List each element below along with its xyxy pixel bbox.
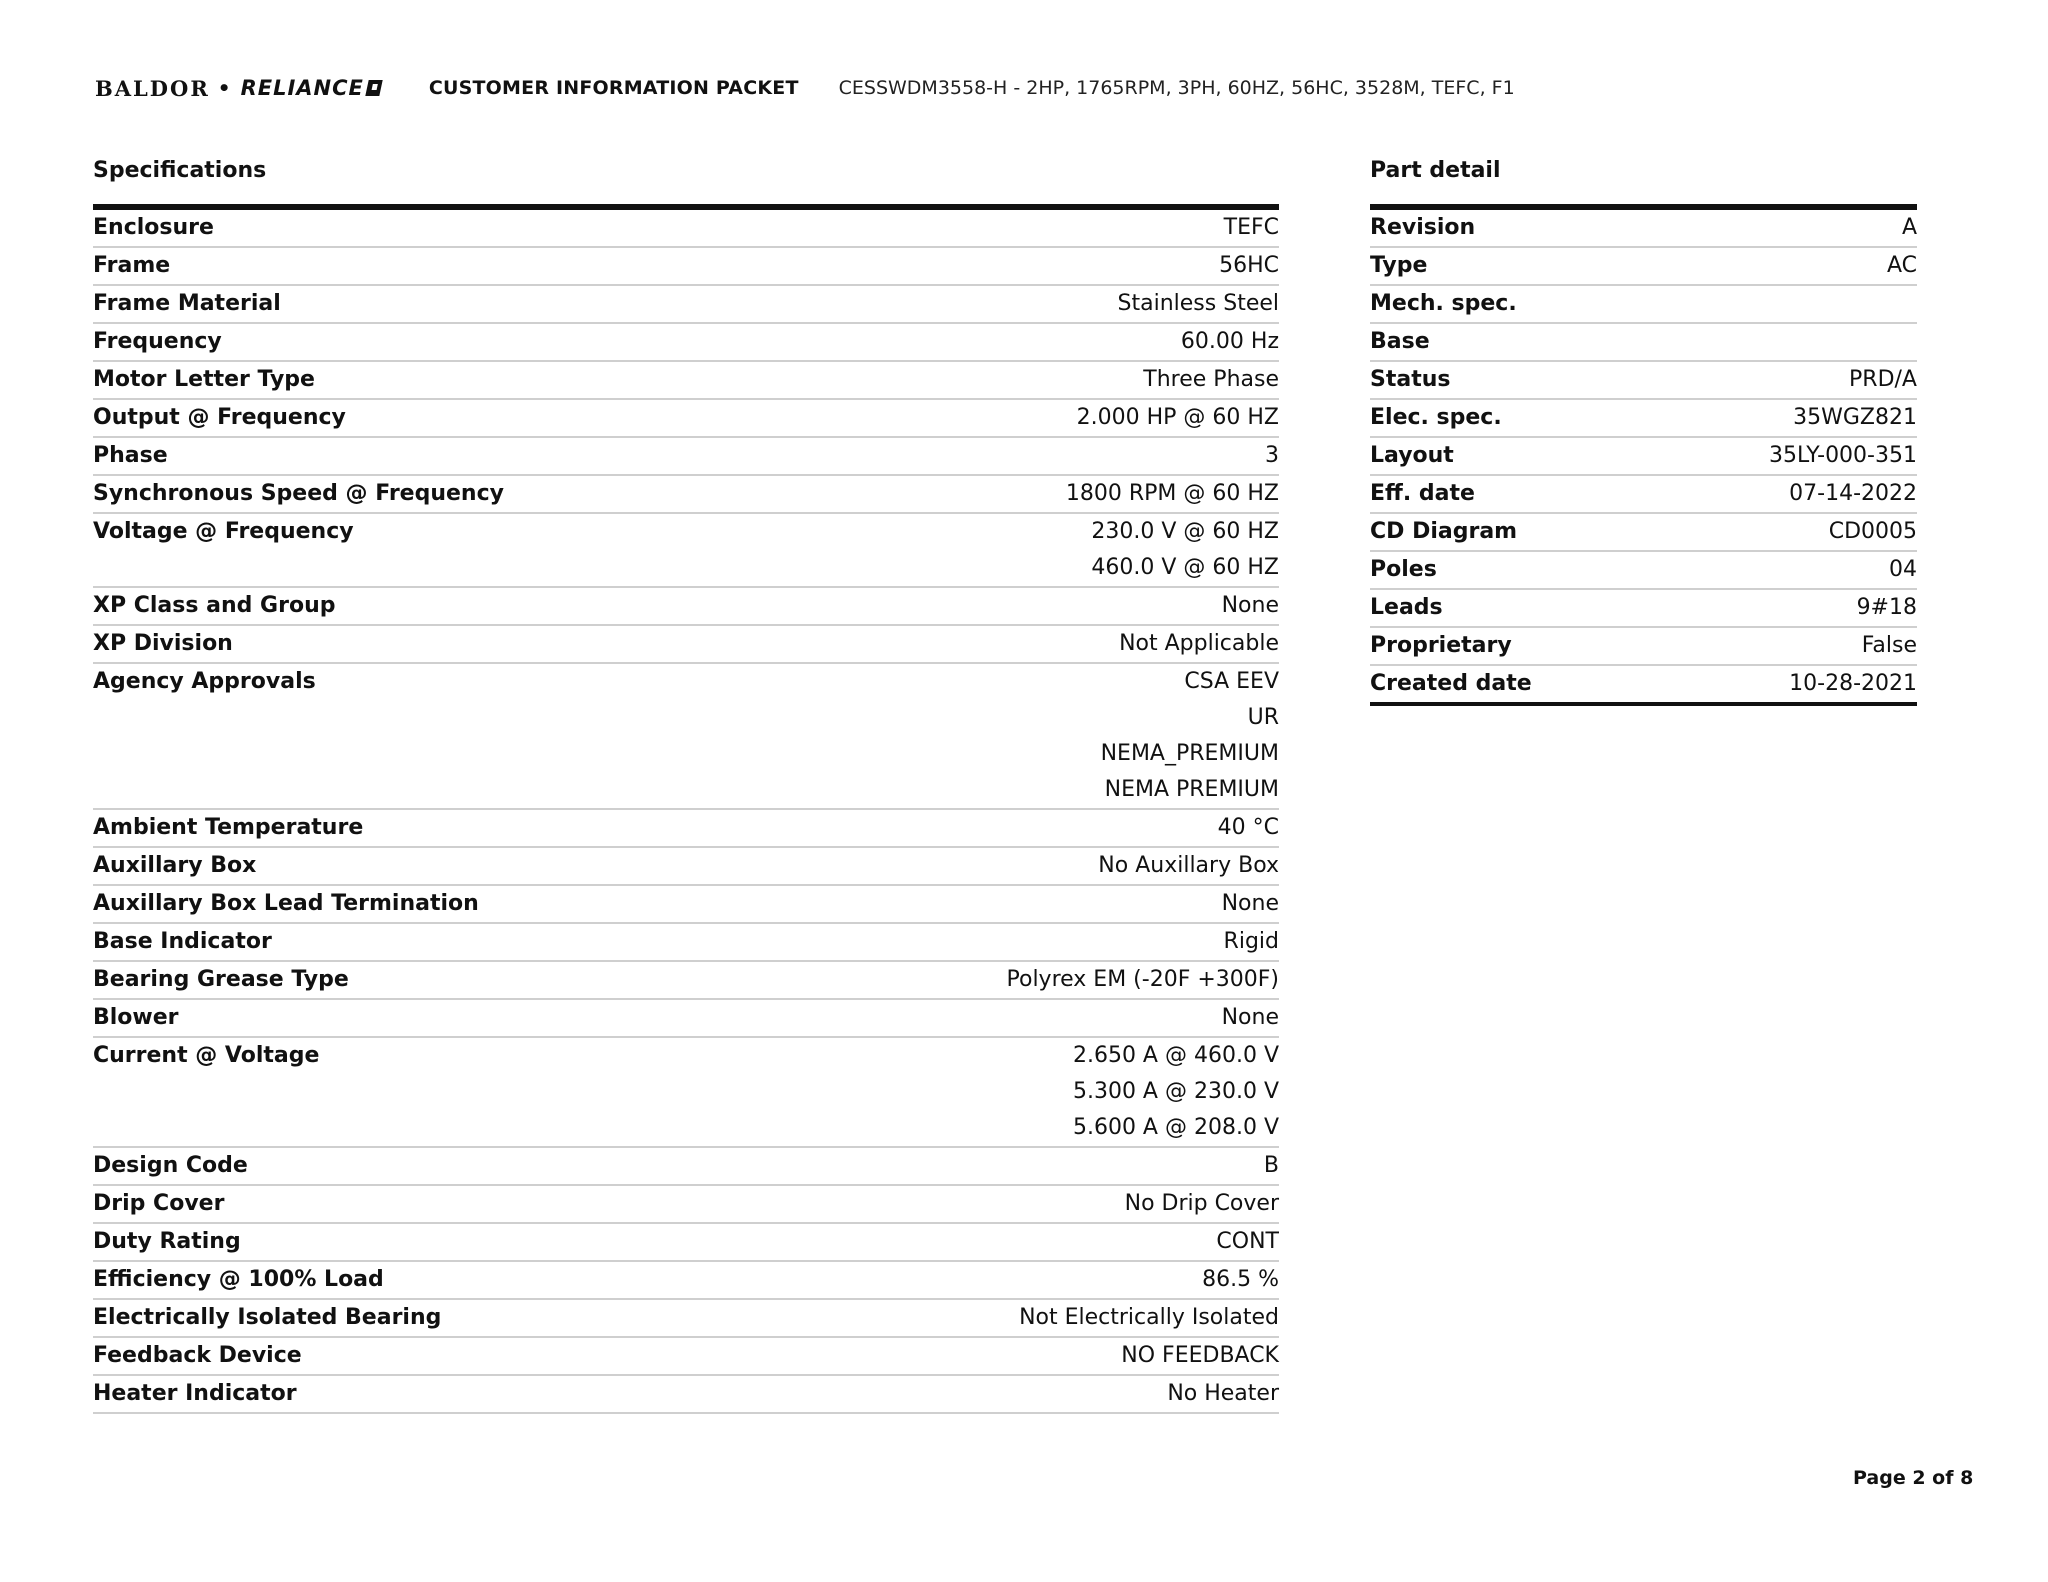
- spec-value: 86.5 %: [1202, 1267, 1279, 1292]
- spec-value: NEMA_PREMIUM: [1100, 741, 1279, 766]
- spec-value: No Heater: [1167, 1381, 1279, 1406]
- spec-values: [1218, 815, 1279, 840]
- spec-row: [93, 476, 1279, 514]
- spec-value: 3: [1265, 443, 1279, 468]
- spec-value: None: [1221, 1005, 1279, 1030]
- spec-label: Voltage @ Frequency: [93, 519, 354, 544]
- spec-label: Auxillary Box: [93, 853, 257, 878]
- spec-label: Feedback Device: [93, 1343, 302, 1368]
- spec-row: [93, 924, 1279, 962]
- part-detail-values: [1887, 253, 1917, 278]
- spec-row: [93, 514, 1279, 588]
- spec-row: [93, 210, 1279, 248]
- part-detail-row: [1370, 628, 1917, 666]
- part-detail-value: 07-14-2022: [1789, 481, 1917, 506]
- part-detail-label: Status: [1370, 367, 1451, 392]
- spec-values: [1098, 853, 1279, 878]
- spec-values: [1125, 1191, 1279, 1216]
- part-detail-label: Layout: [1370, 443, 1454, 468]
- spec-label: Heater Indicator: [93, 1381, 297, 1406]
- spec-values: [1224, 215, 1279, 240]
- packet-title: CUSTOMER INFORMATION PACKET: [428, 77, 799, 99]
- spec-value: 460.0 V @ 60 HZ: [1091, 555, 1279, 580]
- spec-label: Blower: [93, 1005, 179, 1030]
- spec-value: 5.300 A @ 230.0 V: [1072, 1079, 1279, 1104]
- spec-label: Drip Cover: [93, 1191, 225, 1216]
- spec-values: [1091, 519, 1279, 580]
- spec-values: [1202, 1267, 1279, 1292]
- spec-row: [93, 400, 1279, 438]
- part-detail-value: 35LY-000-351: [1768, 443, 1917, 468]
- spec-label: Efficiency @ 100% Load: [93, 1267, 384, 1292]
- spec-label: Auxillary Box Lead Termination: [93, 891, 479, 916]
- spec-values: [1101, 669, 1279, 802]
- spec-value: Not Electrically Isolated: [1019, 1305, 1279, 1330]
- spec-row: [93, 1224, 1279, 1262]
- spec-row: [93, 362, 1279, 400]
- company-logo: [95, 76, 381, 101]
- part-detail-row: [1370, 476, 1917, 514]
- spec-value: 1800 RPM @ 60 HZ: [1065, 481, 1279, 506]
- spec-row: [93, 1148, 1279, 1186]
- part-detail-value: 04: [1889, 557, 1917, 582]
- part-detail-value: False: [1861, 633, 1917, 658]
- spec-values: [1066, 481, 1279, 506]
- part-detail-values: [1789, 481, 1917, 506]
- part-detail-row: [1370, 362, 1917, 400]
- spec-label: Output @ Frequency: [93, 405, 346, 430]
- part-detail-values: [1769, 443, 1917, 468]
- spec-row: [93, 1300, 1279, 1338]
- part-detail-values: [1793, 405, 1917, 430]
- spec-values: [1222, 1005, 1279, 1030]
- part-detail-label: Revision: [1370, 215, 1476, 240]
- spec-value: Rigid: [1223, 929, 1279, 954]
- part-detail-label: Elec. spec.: [1370, 405, 1502, 430]
- spec-values: [1222, 593, 1279, 618]
- part-detail-row: [1370, 248, 1917, 286]
- logo-reliance: RELIANCE: [240, 76, 364, 100]
- logo-baldor: BALDOR: [95, 75, 210, 101]
- part-detail-row: [1370, 400, 1917, 438]
- spec-label: Phase: [93, 443, 168, 468]
- part-detail-value: [1910, 291, 1917, 316]
- spec-values: [1121, 1343, 1279, 1368]
- spec-value: TEFC: [1223, 215, 1279, 240]
- spec-value: Polyrex EM (-20F +300F): [1006, 967, 1279, 992]
- spec-value: No Auxillary Box: [1098, 853, 1279, 878]
- part-detail-row: [1370, 286, 1917, 324]
- spec-label: XP Class and Group: [93, 593, 336, 618]
- part-detail-value: PRD/A: [1849, 367, 1917, 392]
- spec-row: [93, 588, 1279, 626]
- spec-label: Synchronous Speed @ Frequency: [93, 481, 504, 506]
- spec-value: CONT: [1216, 1229, 1279, 1254]
- spec-label: Enclosure: [93, 215, 214, 240]
- part-detail-row: [1370, 666, 1917, 702]
- spec-value: 60.00 Hz: [1180, 329, 1279, 354]
- reliance-mark-icon: [365, 80, 382, 96]
- spec-label: Frame: [93, 253, 171, 278]
- spec-values: [1264, 1153, 1279, 1178]
- spec-label: Current @ Voltage: [93, 1043, 320, 1068]
- part-summary: CESSWDM3558-H - 2HP, 1765RPM, 3PH, 60HZ, 56HC, 3528M, TEFC, F1: [838, 77, 1515, 99]
- part-detail-values: [1862, 633, 1917, 658]
- part-detail-table: [1370, 204, 1917, 706]
- part-detail-values: [1910, 291, 1917, 316]
- spec-value: 5.600 A @ 208.0 V: [1072, 1115, 1279, 1140]
- spec-values: [1073, 1043, 1279, 1140]
- part-detail-value: 10-28-2021: [1789, 671, 1917, 696]
- spec-value: None: [1221, 593, 1279, 618]
- part-detail-value: 9#18: [1856, 595, 1917, 620]
- spec-row: [93, 1262, 1279, 1300]
- spec-value: 230.0 V @ 60 HZ: [1091, 519, 1279, 544]
- spec-row: [93, 886, 1279, 924]
- spec-row: [93, 1038, 1279, 1148]
- spec-values: [1219, 253, 1279, 278]
- part-detail-label: Poles: [1370, 557, 1437, 582]
- logo-separator: •: [217, 76, 233, 100]
- spec-value: Three Phase: [1143, 367, 1279, 392]
- spec-label: Frame Material: [93, 291, 281, 316]
- spec-label: Electrically Isolated Bearing: [93, 1305, 442, 1330]
- part-detail-values: [1902, 215, 1917, 240]
- spec-label: Duty Rating: [93, 1229, 241, 1254]
- spec-value: 56HC: [1219, 253, 1279, 278]
- spec-values: [1007, 967, 1280, 992]
- part-detail-value: A: [1901, 215, 1917, 240]
- part-detail-values: [1857, 595, 1917, 620]
- part-detail-row: [1370, 552, 1917, 590]
- part-detail-row: [1370, 210, 1917, 248]
- spec-values: [1118, 291, 1279, 316]
- spec-label: XP Division: [93, 631, 233, 656]
- spec-value: Not Applicable: [1119, 631, 1279, 656]
- spec-values: [1077, 405, 1279, 430]
- spec-values: [1167, 1381, 1279, 1406]
- spec-row: [93, 664, 1279, 810]
- part-detail-label: Eff. date: [1370, 481, 1475, 506]
- part-detail-values: [1910, 329, 1917, 354]
- spec-value: UR: [1247, 705, 1279, 730]
- spec-row: [93, 1186, 1279, 1224]
- spec-row: [93, 324, 1279, 362]
- spec-values: [1119, 631, 1279, 656]
- part-detail-label: CD Diagram: [1370, 519, 1518, 544]
- spec-values: [1216, 1229, 1279, 1254]
- spec-value: NEMA PREMIUM: [1104, 777, 1279, 802]
- spec-value: No Drip Cover: [1124, 1191, 1279, 1216]
- spec-values: [1019, 1305, 1279, 1330]
- part-detail-row: [1370, 590, 1917, 628]
- spec-value: NO FEEDBACK: [1121, 1343, 1279, 1368]
- spec-row: [93, 286, 1279, 324]
- spec-row: [93, 626, 1279, 664]
- spec-values: [1222, 891, 1279, 916]
- part-detail-label: Mech. spec.: [1370, 291, 1517, 316]
- specifications-title: Specifications: [93, 158, 267, 183]
- spec-value: 2.650 A @ 460.0 V: [1072, 1043, 1279, 1068]
- part-detail-value: AC: [1886, 253, 1917, 278]
- spec-value: 40 °C: [1217, 815, 1279, 840]
- page-header: [95, 70, 1515, 106]
- spec-row: [93, 848, 1279, 886]
- spec-label: Frequency: [93, 329, 222, 354]
- spec-values: [1181, 329, 1279, 354]
- part-detail-row: [1370, 438, 1917, 476]
- spec-value: B: [1263, 1153, 1279, 1178]
- spec-value: CSA EEV: [1184, 669, 1279, 694]
- spec-row: [93, 810, 1279, 848]
- part-detail-values: [1849, 367, 1917, 392]
- spec-label: Ambient Temperature: [93, 815, 364, 840]
- part-detail-row: [1370, 514, 1917, 552]
- specifications-table: [93, 204, 1279, 1414]
- part-detail-values: [1789, 671, 1917, 696]
- page-number: Page 2 of 8: [1853, 1467, 1974, 1489]
- spec-label: Agency Approvals: [93, 669, 316, 694]
- part-detail-label: Leads: [1370, 595, 1443, 620]
- spec-value: Stainless Steel: [1117, 291, 1279, 316]
- spec-label: Bearing Grease Type: [93, 967, 349, 992]
- part-detail-value: CD0005: [1828, 519, 1917, 544]
- spec-row: [93, 1338, 1279, 1376]
- part-detail-value: 35WGZ821: [1793, 405, 1917, 430]
- spec-values: [1265, 443, 1279, 468]
- spec-value: None: [1221, 891, 1279, 916]
- spec-label: Design Code: [93, 1153, 248, 1178]
- spec-values: [1224, 929, 1279, 954]
- spec-label: Motor Letter Type: [93, 367, 315, 392]
- spec-row: [93, 1000, 1279, 1038]
- part-detail-values: [1889, 557, 1917, 582]
- part-detail-title: Part detail: [1370, 158, 1501, 183]
- part-detail-row: [1370, 324, 1917, 362]
- spec-row: [93, 962, 1279, 1000]
- spec-row: [93, 438, 1279, 476]
- spec-row: [93, 1376, 1279, 1414]
- spec-values: [1143, 367, 1279, 392]
- part-detail-label: Type: [1370, 253, 1428, 278]
- spec-value: 2.000 HP @ 60 HZ: [1076, 405, 1279, 430]
- part-detail-values: [1829, 519, 1917, 544]
- part-detail-value: [1910, 329, 1917, 354]
- part-detail-label: Base: [1370, 329, 1430, 354]
- spec-row: [93, 248, 1279, 286]
- spec-label: Base Indicator: [93, 929, 272, 954]
- part-detail-label: Proprietary: [1370, 633, 1512, 658]
- part-detail-label: Created date: [1370, 671, 1532, 696]
